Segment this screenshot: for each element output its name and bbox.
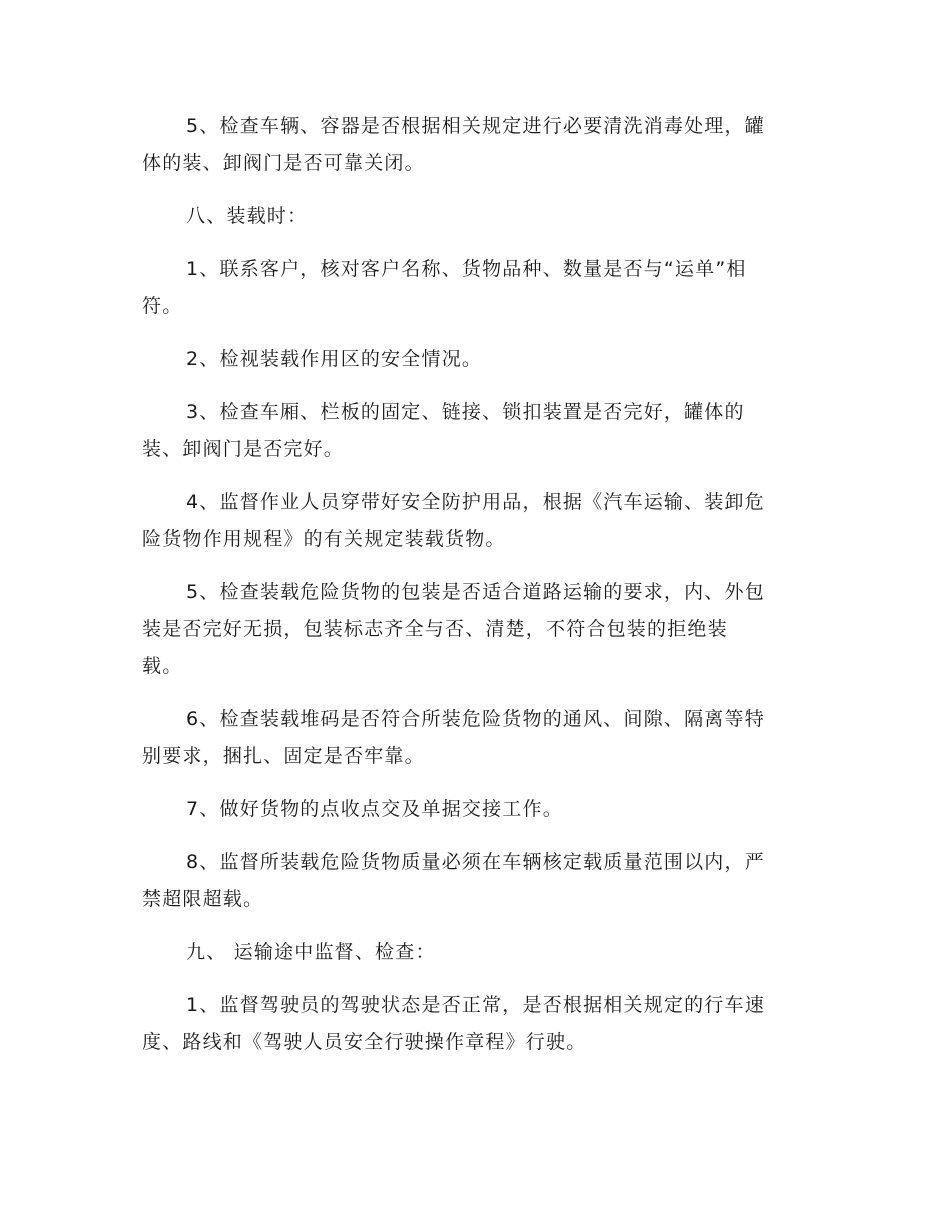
section-heading-loading	[142, 198, 808, 235]
text-line: 别要求，捆扎、固定是否牢靠。	[142, 745, 425, 767]
paragraph-load-limit	[142, 844, 808, 918]
text-line: 3、检查车厢、栏板的固定、链接、锁扣装置是否完好，罐体的	[186, 401, 745, 423]
text-line: 1、联系客户，核对客户名称、货物品种、数量是否与“运单”相	[186, 258, 747, 280]
paragraph-inspect-area	[142, 341, 808, 378]
text-line: 禁超限超载。	[142, 888, 264, 910]
paragraph-clean-disinfect	[142, 108, 808, 182]
text-line: 九、 运输途中监督、检查：	[186, 941, 436, 963]
document-body	[142, 108, 808, 1077]
text-line: 险货物作用规程》的有关规定装载货物。	[142, 528, 506, 550]
text-line: 符。	[142, 295, 183, 317]
text-line: 载。	[142, 655, 183, 677]
section-heading-in-transit	[142, 934, 808, 971]
paragraph-driver-status	[142, 987, 808, 1061]
text-line: 5、检查车辆、容器是否根据相关规定进行必要清洗消毒处理，罐	[186, 115, 765, 137]
text-line: 6、检查装载堆码是否符合所装危险货物的通风、间隙、隔离等特	[186, 708, 765, 730]
paragraph-handover	[142, 791, 808, 828]
text-line: 2、检视装载作用区的安全情况。	[186, 348, 483, 370]
text-line: 7、做好货物的点收点交及单据交接工作。	[186, 798, 563, 820]
text-line: 体的装、卸阀门是否可靠关闭。	[142, 152, 425, 174]
text-line: 8、监督所装载危险货物质量必须在车辆核定载质量范围以内，严	[186, 851, 765, 873]
text-line: 1、监督驾驶员的驾驶状态是否正常，是否根据相关规定的行车速	[186, 994, 765, 1016]
paragraph-check-packaging	[142, 574, 808, 685]
paragraph-supervise-ppe	[142, 484, 808, 558]
paragraph-check-compartment	[142, 394, 808, 468]
text-line: 度、路线和《驾驶人员安全行驶操作章程》行驶。	[142, 1031, 587, 1053]
text-line: 装是否完好无损，包装标志齐全与否、清楚，不符合包装的拒绝装	[142, 618, 728, 640]
text-line: 5、检查装载危险货物的包装是否适合道路运输的要求，内、外包	[186, 581, 765, 603]
text-line: 八、装载时：	[186, 205, 308, 227]
text-line: 4、监督作业人员穿带好安全防护用品，根据《汽车运输、装卸危	[186, 491, 765, 513]
paragraph-check-stacking	[142, 701, 808, 775]
paragraph-contact-customer	[142, 251, 808, 325]
text-line: 装、卸阀门是否完好。	[142, 438, 345, 460]
